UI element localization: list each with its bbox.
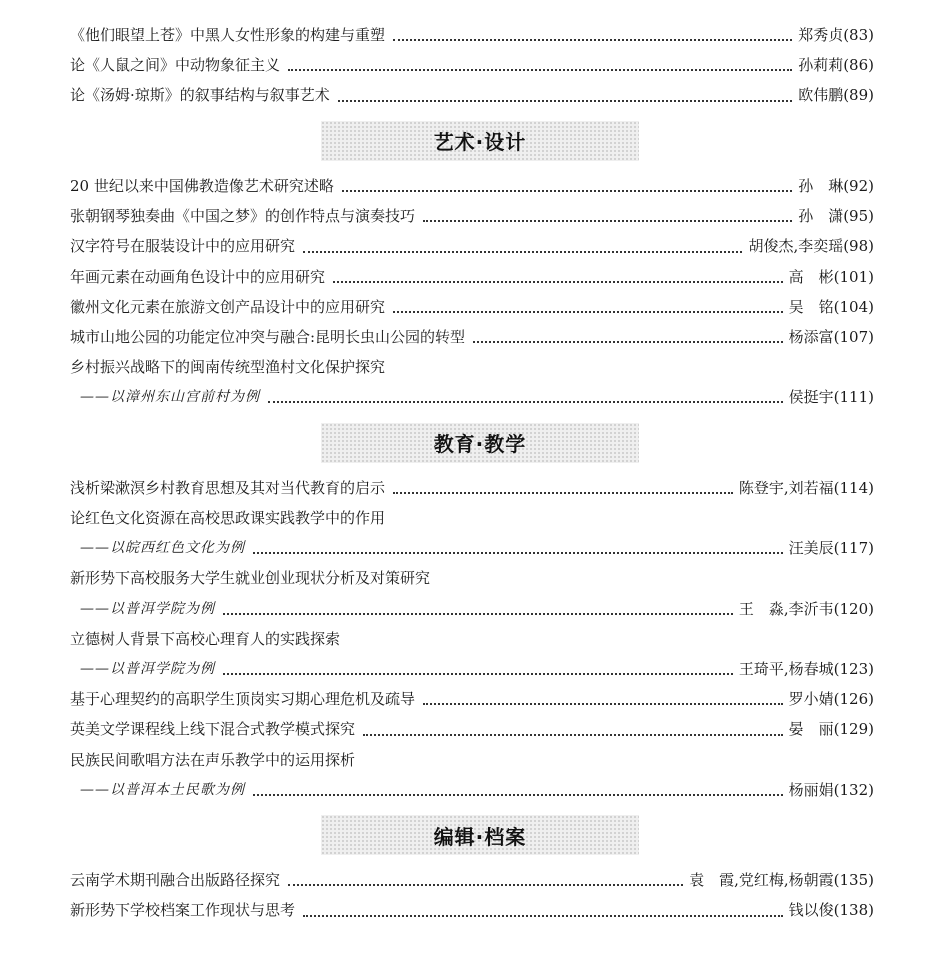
entry-author-page: 袁 霞,党红梅,杨朝霞(135) xyxy=(689,871,874,890)
dot-leader xyxy=(473,341,783,343)
dot-leader xyxy=(253,794,783,796)
entry-author-page: 王琦平,杨春城(123) xyxy=(738,659,874,678)
entry-title: 张朝钢琴独奏曲《中国之梦》的创作特点与演奏技巧 xyxy=(70,207,416,226)
toc-entry xyxy=(70,503,874,533)
toc-entry xyxy=(70,201,874,231)
entry-author-page: 陈登宇,刘若福(114) xyxy=(738,478,874,497)
toc-entry xyxy=(70,20,874,50)
entry-author-page: 罗小婧(126) xyxy=(788,690,874,709)
dot-leader xyxy=(268,401,783,403)
dot-leader xyxy=(338,100,792,102)
dot-leader xyxy=(423,220,792,222)
dot-leader xyxy=(223,673,733,675)
entry-title: 汉字符号在服装设计中的应用研究 xyxy=(70,237,296,256)
dot-leader xyxy=(423,703,783,705)
entry-author-page: 胡俊杰,李奕瑶(98) xyxy=(748,237,874,256)
dot-leader xyxy=(393,311,783,313)
section-header xyxy=(70,805,874,865)
dot-leader xyxy=(303,915,783,917)
dot-leader xyxy=(288,884,683,886)
toc-entry xyxy=(70,745,874,775)
toc-entry xyxy=(70,865,874,895)
entry-author-page: 晏 丽(129) xyxy=(788,720,874,739)
dot-leader xyxy=(303,251,742,253)
dot-leader xyxy=(393,39,792,41)
dot-leader xyxy=(393,492,733,494)
toc-subtitle-row xyxy=(70,775,874,805)
entry-title: 论红色文化资源在高校思政课实践教学中的作用 xyxy=(70,509,386,528)
entry-title: 浅析梁漱溟乡村教育思想及其对当代教育的启示 xyxy=(70,478,386,497)
entry-title: 乡村振兴战略下的闽南传统型渔村文化保护探究 xyxy=(70,358,386,377)
entry-title: 云南学术期刊融合出版路径探究 xyxy=(70,871,281,890)
entry-author-page: 杨丽娟(132) xyxy=(788,780,874,799)
section-title: 艺术·设计 xyxy=(321,121,639,161)
entry-author-page: 孙 潇(95) xyxy=(798,207,874,226)
entry-title: 新形势下高校服务大学生就业创业现状分析及对策研究 xyxy=(70,569,431,588)
dot-leader xyxy=(223,613,733,615)
entry-author-page: 侯挺宇(111) xyxy=(788,388,874,407)
dot-leader xyxy=(333,281,783,283)
toc-subtitle-row xyxy=(70,533,874,563)
entry-title: 基于心理契约的高职学生顶岗实习期心理危机及疏导 xyxy=(70,690,416,709)
entry-author-page: 王 淼,李沂韦(120) xyxy=(738,599,874,618)
toc-entry xyxy=(70,231,874,261)
toc-entry xyxy=(70,714,874,744)
entry-title: 《他们眼望上苍》中黑人女性形象的构建与重塑 xyxy=(70,25,386,44)
toc-entry xyxy=(70,50,874,80)
section-title: 编辑·档案 xyxy=(321,815,639,855)
toc-entry xyxy=(70,684,874,714)
entry-title: 徽州文化元素在旅游文创产品设计中的应用研究 xyxy=(70,297,386,316)
toc-entry xyxy=(70,563,874,593)
toc-entry xyxy=(70,262,874,292)
entry-title: 论《人鼠之间》中动物象征主义 xyxy=(70,56,281,75)
dot-leader xyxy=(342,190,792,192)
entry-author-page: 孙 琳(92) xyxy=(798,176,874,195)
entry-title: 城市山地公园的功能定位冲突与融合:昆明长虫山公园的转型 xyxy=(70,327,466,346)
toc-entry xyxy=(70,352,874,382)
dot-leader xyxy=(253,552,783,554)
entry-title: 论《汤姆·琼斯》的叙事结构与叙事艺术 xyxy=(70,86,330,105)
entry-title: 立德树人背景下高校心理育人的实践探索 xyxy=(70,629,341,648)
toc-subtitle-row xyxy=(70,382,874,412)
section-title: 教育·教学 xyxy=(321,423,639,463)
toc-entry xyxy=(70,292,874,322)
entry-author-page: 高 彬(101) xyxy=(788,267,874,286)
toc-subtitle-row xyxy=(70,654,874,684)
toc-entry xyxy=(70,473,874,503)
entry-author-page: 钱以俊(138) xyxy=(788,901,874,920)
entry-author-page: 吴 铭(104) xyxy=(788,297,874,316)
entry-author-page: 郑秀贞(83) xyxy=(798,25,874,44)
entry-subtitle: ——以漳州东山宫前村为例 xyxy=(80,389,260,406)
entry-author-page: 孙莉莉(86) xyxy=(798,56,874,75)
section-header xyxy=(70,111,874,171)
section-header xyxy=(70,412,874,472)
table-of-contents xyxy=(70,20,874,926)
entry-subtitle: ——以普洱本土民歌为例 xyxy=(80,781,245,798)
entry-title: 英美文学课程线上线下混合式教学模式探究 xyxy=(70,720,356,739)
toc-entry xyxy=(70,895,874,925)
entry-title: 民族民间歌唱方法在声乐教学中的运用探析 xyxy=(70,750,356,769)
toc-entry xyxy=(70,322,874,352)
toc-entry xyxy=(70,171,874,201)
entry-title: 20 世纪以来中国佛教造像艺术研究述略 xyxy=(70,176,334,195)
entry-title: 年画元素在动画角色设计中的应用研究 xyxy=(70,267,326,286)
toc-entry xyxy=(70,80,874,110)
entry-title: 新形势下学校档案工作现状与思考 xyxy=(70,901,296,920)
dot-leader xyxy=(363,734,783,736)
entry-author-page: 汪美辰(117) xyxy=(788,539,874,558)
dot-leader xyxy=(288,69,792,71)
toc-subtitle-row xyxy=(70,594,874,624)
entry-author-page: 杨添富(107) xyxy=(788,327,874,346)
toc-entry xyxy=(70,624,874,654)
entry-subtitle: ——以普洱学院为例 xyxy=(80,600,215,617)
entry-author-page: 欧伟鹏(89) xyxy=(798,86,874,105)
entry-subtitle: ——以普洱学院为例 xyxy=(80,660,215,677)
entry-subtitle: ——以皖西红色文化为例 xyxy=(80,540,245,557)
